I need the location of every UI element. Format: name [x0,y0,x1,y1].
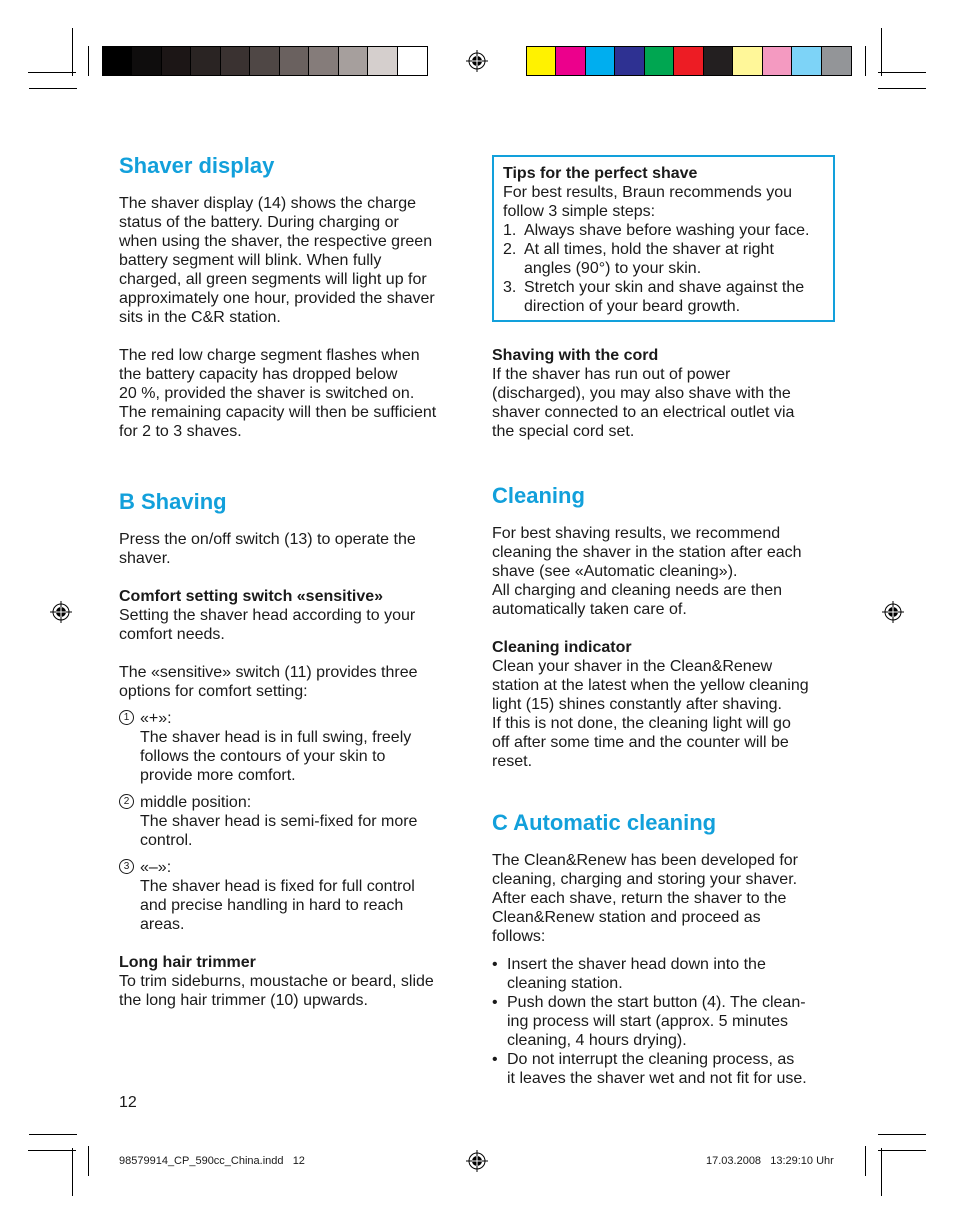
shaver-display-section [119,153,464,441]
comfort-setting-text: Setting the shaver head according to your comfort needs. [119,607,416,643]
cleaning-heading: Cleaning [492,483,585,508]
cleaning-text: For best shaving results, we recommend cleaning the shaver in the station after each shave (see «Automatic cleaning»). All charging and cleaning needs are then automatically taken care of. [492,525,802,618]
crop-mark [881,28,882,76]
automatic-cleaning-steps [492,955,837,1088]
color-swatch [527,47,556,75]
crop-mark [29,1134,77,1135]
tips-steps-list [503,221,824,316]
crop-mark [28,72,76,73]
color-swatch [309,47,338,75]
comfort-setting-title: Comfort setting switch «sensitive» [119,588,384,605]
cord-text: If the shaver has run out of power (discharged), you may also shave with the shaver connected to an electrical outlet via the special cord set. [492,366,795,440]
color-swatch [280,47,309,75]
cleaning-indicator-text: Clean your shaver in the Clean&Renew station at the latest when the yellow cleaning light (15) shines constantly after shaving. If this is not done, the cleaning light will go off after some time and the counter will be reset. [492,658,809,770]
low-charge-paragraph: The red low charge segment flashes when the battery capacity has dropped below 20 %, provided the shaver is switched on. The remaining capacity will then be sufficient for 2 to 3 shaves. [119,347,437,440]
long-hair-trimmer-text: To trim sideburns, moustache or beard, slide the long hair trimmer (10) upwards. [119,973,434,1009]
shaving-with-cord-section [492,346,837,441]
automatic-cleaning-text: The Clean&Renew has been developed for cleaning, charging and storing your shaver. After each shave, return the shaver to the Clean&Renew station and proceed as follows: [492,852,798,945]
registration-mark-icon [50,601,72,623]
crop-mark [878,88,926,89]
color-swatch [822,47,851,75]
registration-mark-icon [466,50,488,72]
crop-mark [878,1134,926,1135]
color-swatch [162,47,191,75]
shaving-intro: Press the on/off switch (13) to operate the shaver. [119,531,416,567]
crop-mark [72,28,73,76]
color-swatch [645,47,674,75]
color-swatch [556,47,585,75]
tips-step [503,221,824,240]
list-item: • Insert the shaver head down into the cleaning station. [492,955,837,993]
crop-mark [878,1150,926,1151]
color-swatch [368,47,397,75]
option-label: «+»: [140,710,172,727]
crop-mark [29,88,77,89]
color-swatch [763,47,792,75]
step-text: Always shave before washing your face. [524,222,810,239]
shaving-section [119,489,464,1010]
color-swatch [674,47,703,75]
crop-mark [881,1148,882,1196]
step-number: 2. [503,241,517,258]
automatic-cleaning-section [492,810,837,1088]
crop-mark [72,1148,73,1196]
cleaning-indicator-title: Cleaning indicator [492,639,632,656]
color-swatch [733,47,762,75]
tips-step [503,240,824,278]
grayscale-calibration-bar [102,46,428,76]
list-item: • Push down the start button (4). The clean- ing process will start (approx. 5 minutes cleaning, 4 hours drying). [492,993,837,1050]
color-swatch [103,47,132,75]
option-item [119,793,464,850]
color-swatch [792,47,821,75]
option-number: 1 [119,710,134,725]
option-number: 2 [119,794,134,809]
page-number: 12 [119,1094,137,1111]
long-hair-trimmer-title: Long hair trimmer [119,954,256,971]
tips-box [492,155,835,322]
footer-date: 17.03.2008 13:29:10 Uhr [706,1155,834,1167]
option-item [119,709,464,785]
shaver-display-paragraph: The shaver display (14) shows the charge status of the battery. During charging or when using the shaver, the respective green battery segment will blink. When fully charged, all green segments will light up for approximately one hour, provided the shaver sits in the C&R station. [119,195,435,326]
step-number: 1. [503,222,517,239]
option-label: «–»: [140,859,172,876]
tips-intro: For best results, Braun recommends you follow 3 simple steps: [503,184,793,220]
tips-step [503,278,824,316]
color-swatch [339,47,368,75]
color-swatch [191,47,220,75]
color-swatch [398,47,427,75]
sensitive-switch-text: The «sensitive» switch (11) provides three options for comfort setting: [119,664,418,700]
crop-mark [865,1146,866,1176]
color-swatch [615,47,644,75]
option-text: The shaver head is fixed for full control and precise handling in hard to reach areas. [140,878,415,933]
shaving-heading: B Shaving [119,489,227,514]
crop-mark [865,46,866,76]
color-swatch [132,47,161,75]
crop-mark [88,1146,89,1176]
footer-file-name: 98579914_CP_590cc_China.indd 12 [119,1155,305,1167]
color-swatch [221,47,250,75]
crop-mark [88,46,89,76]
step-text: Stretch your skin and shave against the direction of your beard growth. [524,279,805,315]
shaver-display-heading: Shaver display [119,153,275,178]
step-number: 3. [503,279,517,296]
tips-title: Tips for the perfect shave [503,165,698,182]
option-label: middle position: [140,794,252,811]
option-item [119,858,464,934]
color-swatch [586,47,615,75]
registration-mark-icon [882,601,904,623]
option-text: The shaver head is in full swing, freely follows the contours of your skin to provide more comfort. [140,729,412,784]
step-text: At all times, hold the shaver at right angles (90°) to your skin. [524,241,774,277]
cord-title: Shaving with the cord [492,347,659,364]
option-number: 3 [119,859,134,874]
cleaning-section [492,483,837,771]
automatic-cleaning-heading: C Automatic cleaning [492,810,717,835]
crop-mark [878,72,926,73]
registration-mark-icon [466,1150,488,1172]
option-text: The shaver head is semi-fixed for more control. [140,813,418,849]
color-swatch [250,47,279,75]
color-calibration-bar [526,46,852,76]
color-swatch [704,47,733,75]
list-item: • Do not interrupt the cleaning process, as it leaves the shaver wet and not fit for use. [492,1050,837,1088]
crop-mark [28,1150,76,1151]
